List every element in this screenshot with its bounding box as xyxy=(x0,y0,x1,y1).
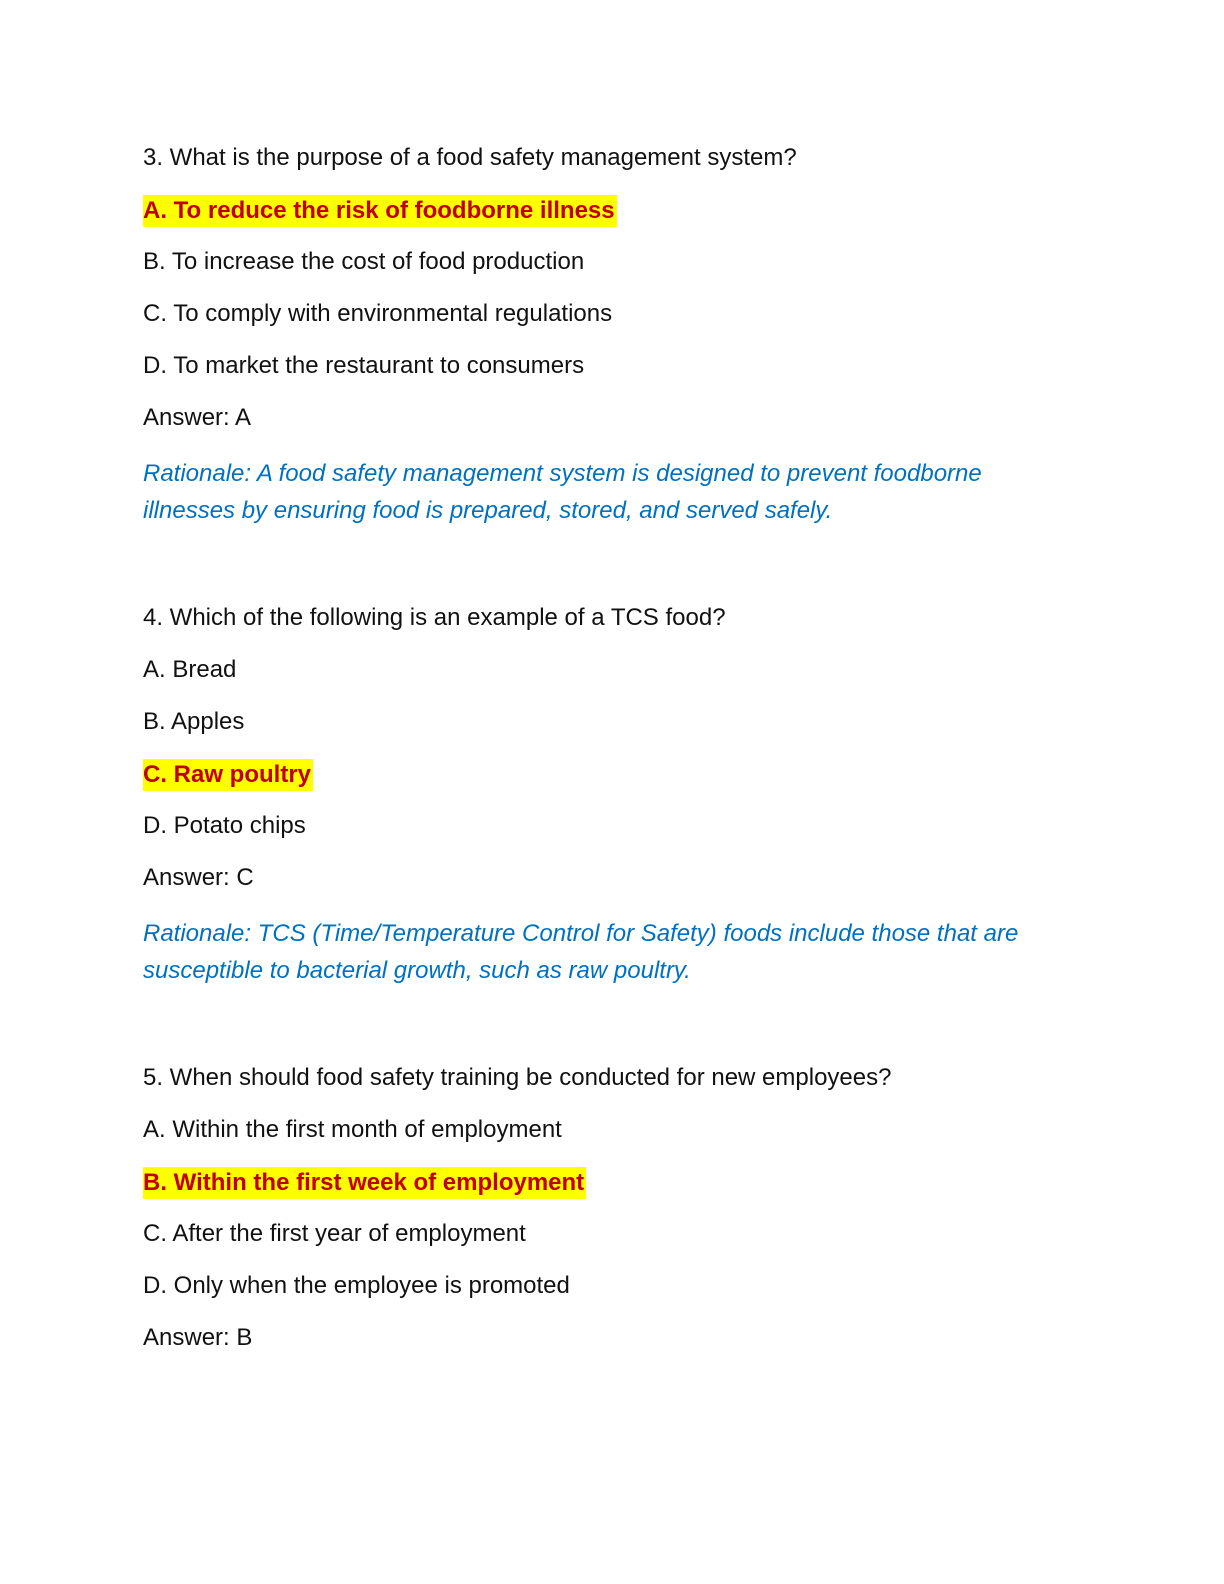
section-gap xyxy=(143,551,1103,603)
option-b: B. To increase the cost of food production xyxy=(143,248,585,275)
option-b xyxy=(143,1167,1103,1197)
answer-line: Answer: C xyxy=(143,864,254,891)
rationale-line-2: susceptible to bacterial growth, such as raw poultry. xyxy=(143,957,691,984)
option-b: B. Apples xyxy=(143,708,245,735)
rationale-line-1: Rationale: A food safety management system is designed to prevent foodborne xyxy=(143,460,982,487)
rationale xyxy=(143,915,1103,989)
rationale-line-1: Rationale: TCS (Time/Temperature Control for Safety) foods include those that are xyxy=(143,920,1019,947)
answer-line: Answer: A xyxy=(143,404,252,431)
option-c xyxy=(143,759,1103,789)
question-block-3 xyxy=(143,143,1103,529)
question-text: 5. When should food safety training be conducted for new employees? xyxy=(143,1064,892,1091)
option-d: D. Potato chips xyxy=(143,812,306,839)
option-d: D. To market the restaurant to consumers xyxy=(143,352,585,379)
rationale-line-2: illnesses by ensuring food is prepared, stored, and served safely. xyxy=(143,497,833,524)
question-text: 3. What is the purpose of a food safety management system? xyxy=(143,144,797,171)
section-gap xyxy=(143,1011,1103,1063)
correct-answer-highlight: C. Raw poultry xyxy=(143,759,313,791)
document-page xyxy=(143,143,1103,1375)
option-a xyxy=(143,195,1103,225)
correct-answer-highlight: A. To reduce the risk of foodborne illness xyxy=(143,195,617,227)
option-c: C. After the first year of employment xyxy=(143,1220,526,1247)
question-block-5 xyxy=(143,1063,1103,1353)
option-a: A. Within the first month of employment xyxy=(143,1116,562,1143)
option-d: D. Only when the employee is promoted xyxy=(143,1272,570,1299)
rationale xyxy=(143,455,1103,529)
option-c: C. To comply with environmental regulations xyxy=(143,300,613,327)
question-text: 4. Which of the following is an example of a TCS food? xyxy=(143,604,726,631)
option-a: A. Bread xyxy=(143,656,237,683)
answer-line: Answer: B xyxy=(143,1324,253,1351)
question-block-4 xyxy=(143,603,1103,989)
correct-answer-highlight: B. Within the first week of employment xyxy=(143,1167,586,1199)
